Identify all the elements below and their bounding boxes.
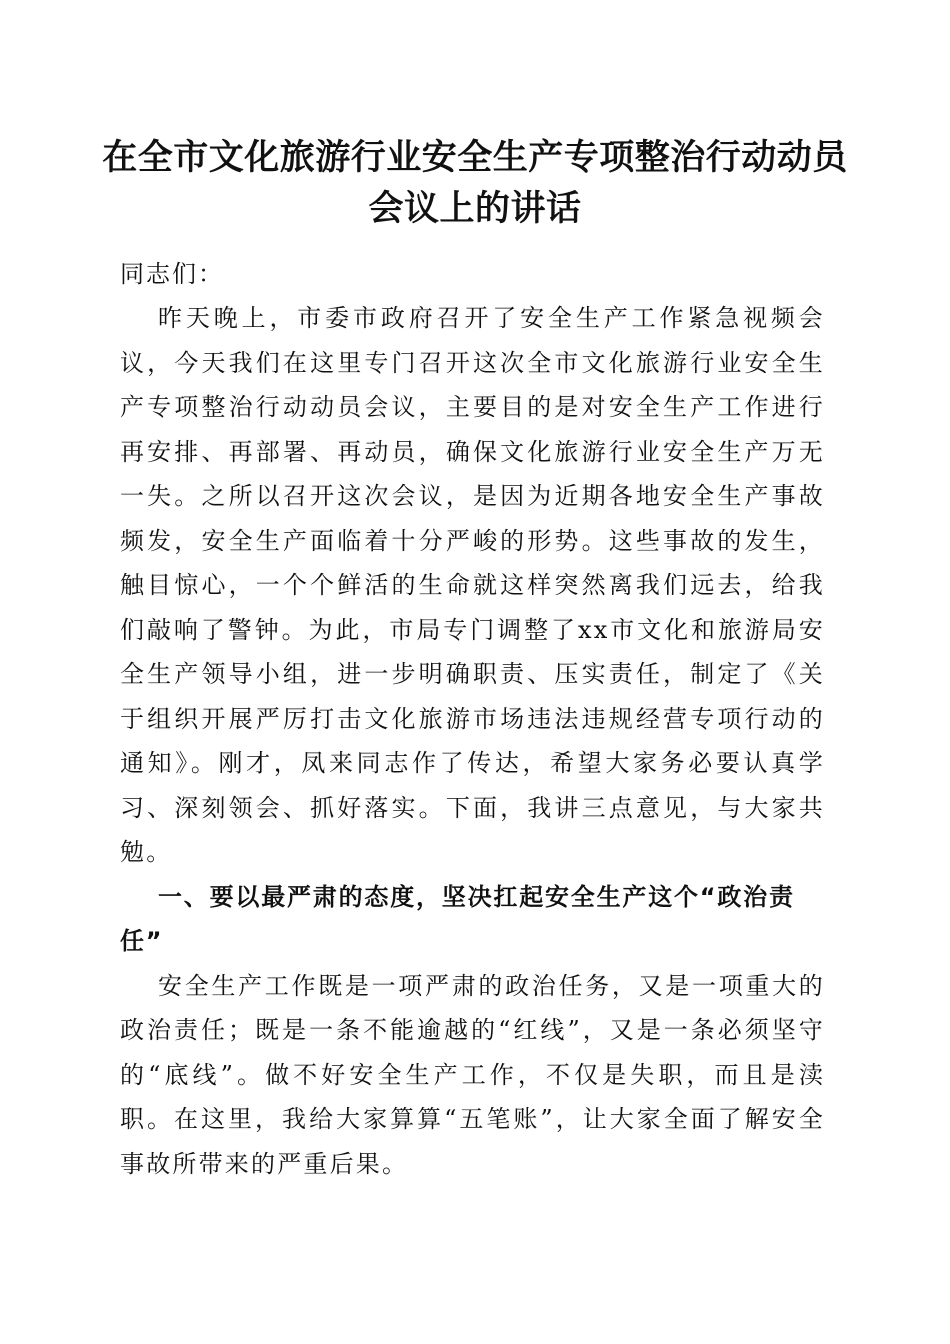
document-body xyxy=(120,252,825,1186)
document-title: 在全市文化旅游行业安全生产专项整治行动动员会议上的讲话 xyxy=(102,138,848,229)
salutation: 同志们： xyxy=(120,260,224,288)
paragraph-section-1: 安全生产工作既是一项严肃的政治任务，又是一项重大的政治责任；既是一条不能逾越的“红线”，又是一条必须坚守的“底线”。做不好安全生产工作，不仅是失职，而且是渎职。在这里，我给大家算算“五笔账”，让大家全面了解安全事故所带来的严重后果。 xyxy=(120,971,825,1178)
section-heading-1: 一、要以最严肃的态度，坚决扛起安全生产这个“政治责任” xyxy=(120,882,795,955)
paragraph-opening: 昨天晚上，市委市政府召开了安全生产工作紧急视频会议，今天我们在这里专门召开这次全市文化旅游行业安全生产专项整治行动动员会议，主要目的是对安全生产工作进行再安排、再部署、再动员，确保文化旅游行业安全生产万无一失。之所以召开这次会议，是因为近期各地安全生产事故频发，安全生产面临着十分严峻的形势。这些事故的发生，触目惊心，一个个鲜活的生命就这样突然离我们远去，给我们敲响了警钟。为此，市局专门调整了xx市文化和旅游局安全生产领导小组，进一步明确职责、压实责任，制定了《关于组织开展严厉打击文化旅游市场违法违规经营专项行动的通知》。刚才，凤来同志作了传达，希望大家务必要认真学习、深刻领会、抓好落实。下面，我讲三点意见，与大家共勉。 xyxy=(120,304,825,866)
